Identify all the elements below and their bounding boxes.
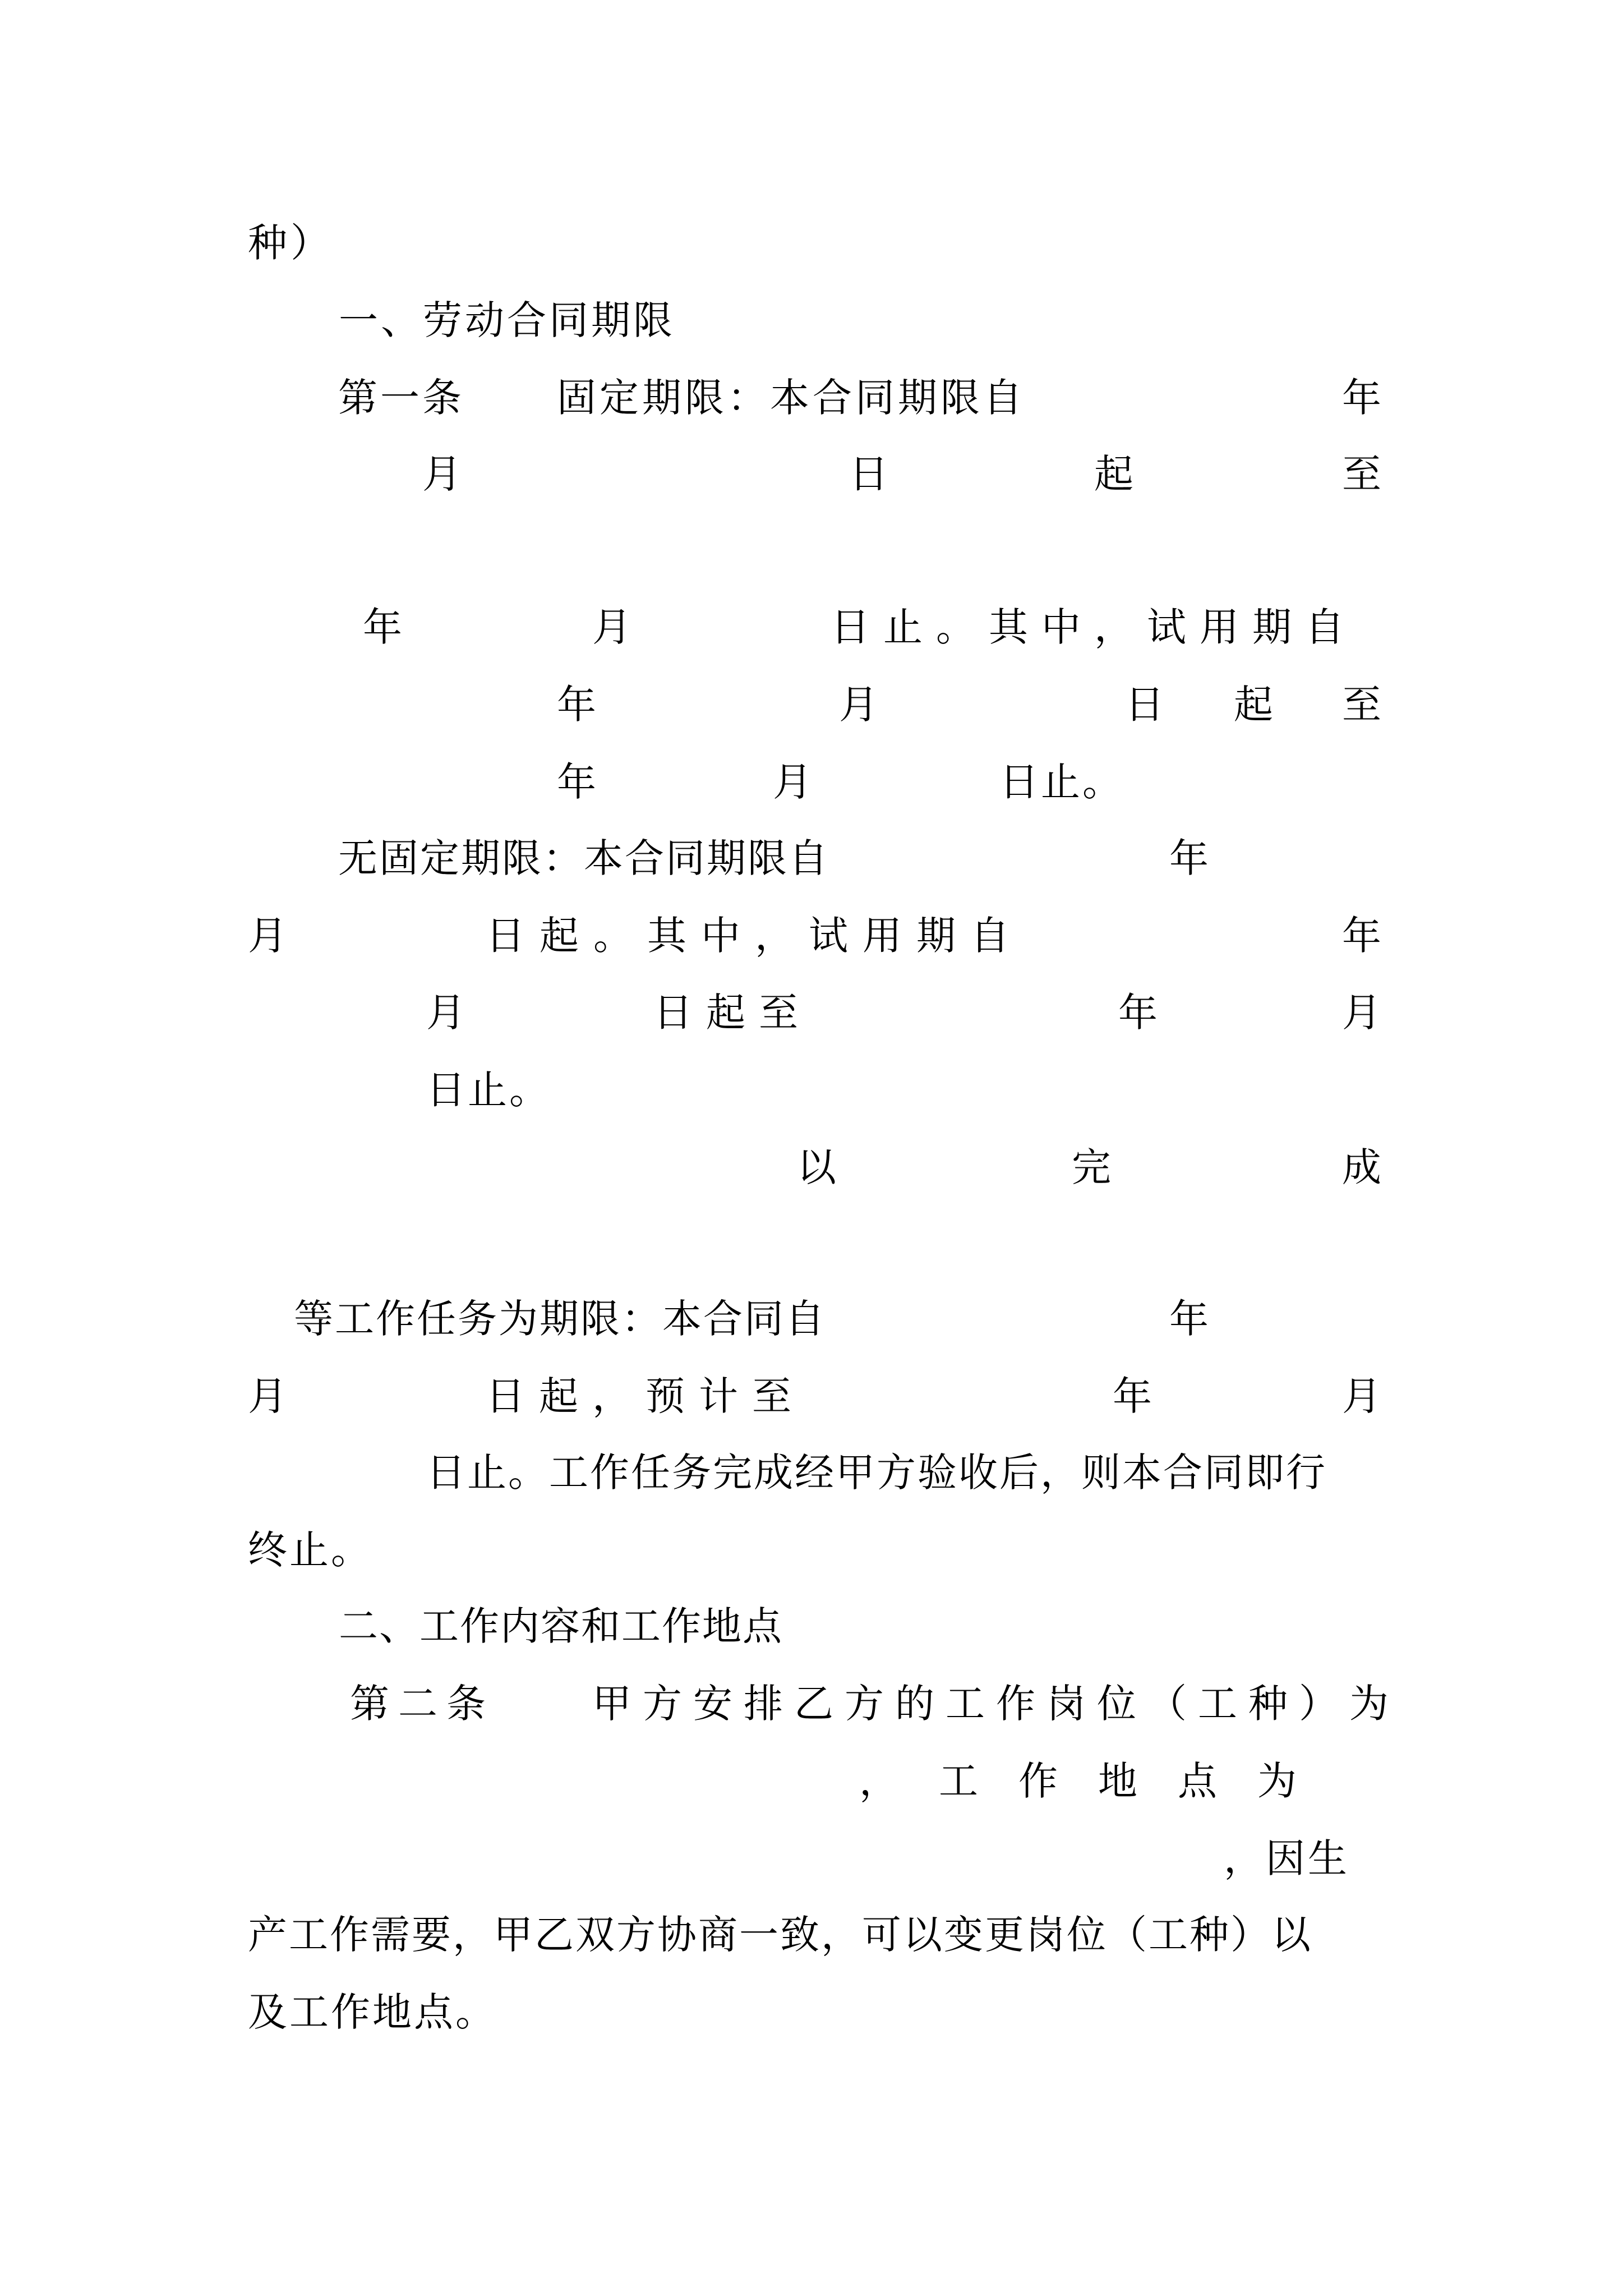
fixed-term-day-1: 日 [849, 451, 888, 497]
task-term-termination: 终止。 [248, 1527, 372, 1573]
task-term-completion-text: 日止。工作任务完成经甲方验收后，则本合同即行 [426, 1450, 1327, 1496]
open-term-text: 无固定期限：本合同期限自 [338, 835, 829, 881]
fixed-term-month-1: 月 [422, 451, 462, 497]
work-location-text: ，工作地点为 [859, 1758, 1337, 1804]
probation-qi: 起 [1234, 682, 1273, 728]
probation-year-2: 年 [557, 759, 596, 805]
article-2-label: 第二条 [350, 1681, 495, 1727]
probation-month-2: 月 [773, 759, 812, 805]
probation-zhi: 至 [1342, 682, 1381, 728]
production-need-text: 产工作需要，甲乙双方协商一致，可以变更岗位（工种）以 [248, 1912, 1312, 1958]
fixed-term-probation-text: 日止。其中，试用期自 [831, 604, 1358, 650]
open-term-start-text: 日起至 [653, 990, 811, 1036]
open-term-month-3: 月 [1342, 990, 1381, 1036]
job-position-text: 甲方安排乙方的工作岗位（工种）为 [592, 1681, 1400, 1727]
open-term-month-1: 月 [248, 913, 287, 959]
section-heading-contract-term: 一、劳动合同期限 [339, 297, 675, 343]
task-term-month-1: 月 [248, 1373, 287, 1419]
open-term-end: 日止。 [426, 1067, 551, 1113]
task-term-cheng: 成 [1342, 1144, 1381, 1190]
section-heading-job-content: 二、工作内容和工作地点 [339, 1603, 783, 1649]
task-term-wan: 完 [1072, 1144, 1111, 1190]
open-term-month-2: 月 [426, 990, 465, 1036]
task-term-text: 等工作任务为期限：本合同自 [294, 1296, 826, 1342]
task-term-yi: 以 [797, 1144, 836, 1190]
task-term-year-2: 年 [1113, 1373, 1152, 1419]
probation-month-1: 月 [839, 682, 878, 728]
open-term-probation-text: 日起。其中，试用期自 [486, 913, 1024, 959]
fixed-term-qi: 起 [1094, 451, 1133, 497]
task-term-month-2: 月 [1342, 1373, 1381, 1419]
fixed-term-month-2: 月 [592, 604, 631, 650]
fixed-term-year-1: 年 [1342, 375, 1381, 421]
open-term-year-1: 年 [1169, 835, 1209, 881]
paragraph-continuation: 种） [248, 220, 333, 266]
task-term-estimate-text: 日起，预计至 [486, 1373, 805, 1419]
fixed-term-text: 固定期限：本合同期限自 [557, 375, 1026, 421]
probation-day-1: 日 [1125, 682, 1164, 728]
fixed-term-year-2: 年 [363, 604, 402, 650]
production-need-start: ，因生 [1224, 1835, 1350, 1881]
production-need-end: 及工作地点。 [248, 1989, 497, 2035]
fixed-term-zhi: 至 [1342, 451, 1381, 497]
probation-end: 日止。 [999, 759, 1124, 805]
open-term-year-3: 年 [1118, 990, 1158, 1036]
article-1-label: 第一条 [338, 375, 464, 421]
task-term-year-1: 年 [1169, 1296, 1209, 1342]
open-term-year-2: 年 [1342, 913, 1381, 959]
probation-year-1: 年 [557, 682, 596, 728]
